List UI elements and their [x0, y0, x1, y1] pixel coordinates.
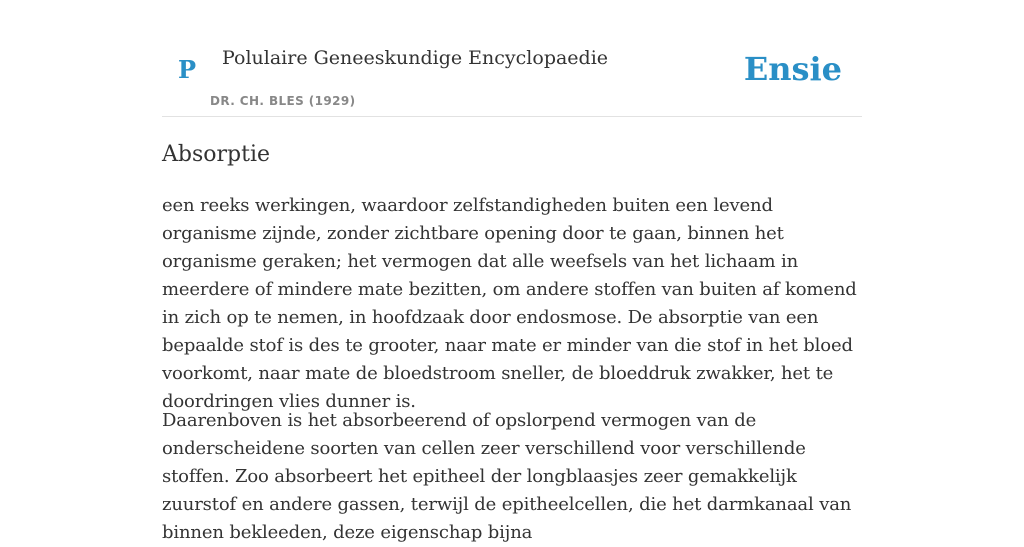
page — [162, 0, 862, 543]
article-paragraph-2: Daarenboven is het absorbeerend of opslorpend vermogen van de onderscheidene soorten van cellen zeer verschillend voor verschillende stoffen. Zoo absorbeert het epitheel der longblaasjes zeer gemakkelijk zuurstof en andere gassen, terwijl de epitheelcellen, die het darmkanaal van binnen bekleeden, deze eigenschap bijna — [162, 410, 852, 543]
book-title-link[interactable]: Polulaire Geneeskundige Encyclopaedie — [222, 47, 609, 69]
book-logo[interactable]: P — [178, 55, 197, 84]
article-title: Absorptie — [162, 142, 271, 167]
book-author: DR. CH. BLES (1929) — [210, 94, 356, 108]
site-header — [162, 0, 862, 117]
article-paragraph-1: een reeks werkingen, waardoor zelfstandigheden buiten een levend organisme zijnde, zonder zichtbare opening door te gaan, binnen het organisme geraken; het vermogen dat alle weefsels van het lichaam in meerdere of mindere mate bezitten, om andere stoffen van buiten af komend in zich op te nemen, in hoofdzaak door endosmose. De absorptie van een bepaalde stof is des te grooter, naar mate er minder van die stof in het bloed voorkomt, naar mate de bloedstroom sneller, de bloeddruk zwakker, het te doordringen vlies dunner is. — [162, 195, 857, 412]
brand-logo-link[interactable]: Ensie — [743, 50, 842, 88]
